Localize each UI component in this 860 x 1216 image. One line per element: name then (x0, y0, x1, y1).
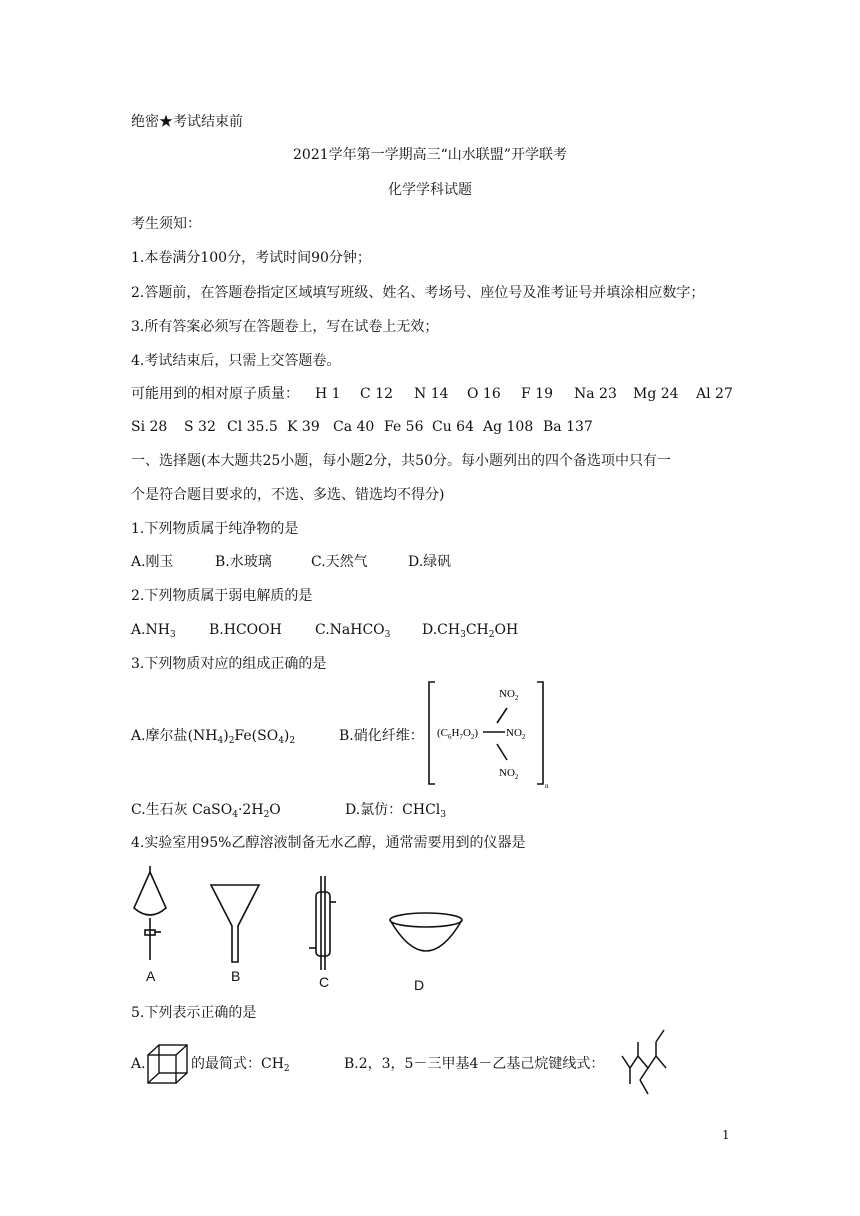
atomic-mass: K 39 (287, 419, 320, 435)
q3-option-a-label: A.摩尔盐 (131, 728, 188, 744)
atomic-mass: Cu 64 (432, 419, 474, 435)
question-3-stem: 3.下列物质对应的组成正确的是 (131, 656, 327, 672)
q2-option-c: C.NaHCO$_3$ (315, 622, 391, 640)
atomic-mass: Na 23 (574, 386, 617, 402)
exam-subtitle: 化学学科试题 (388, 182, 472, 198)
exam-title: 2021学年第一学期高三“山水联盟”开学联考 (293, 147, 567, 163)
apparatus-label-a: A (146, 968, 156, 984)
notice-item: 1.本卷满分100分，考试时间90分钟； (131, 250, 371, 266)
atomic-mass: N 14 (414, 386, 449, 402)
confidential-label: 绝密★考试结束前 (131, 114, 243, 130)
svg-text:NO2: $NO_2$ (499, 688, 519, 702)
question-2-stem: 2.下列物质属于弱电解质的是 (131, 588, 313, 604)
atomic-mass: F 19 (521, 386, 553, 402)
q3-option-c-label: C.生石灰 CaSO (131, 802, 233, 818)
atomic-mass: Ba 137 (543, 419, 593, 435)
q3-option-d: D.氯仿：CHCl$_3$ (345, 802, 447, 820)
apparatus-label-d: D (414, 977, 425, 993)
q3-option-d-label: D.氯仿：CHCl (345, 802, 441, 818)
evaporating-dish-icon (386, 908, 466, 954)
q2-option-b: B.HCOOH (209, 622, 282, 638)
atomic-mass: Ag 108 (483, 419, 534, 435)
question-1-stem: 1.下列物质属于纯净物的是 (131, 521, 299, 537)
q1-option-b: B.水玻璃 (215, 554, 272, 570)
separatory-funnel-icon (130, 864, 174, 968)
funnel-icon (208, 882, 262, 966)
svg-text:NO2: $NO_2$ (506, 727, 526, 741)
atomic-mass: Mg 24 (633, 386, 679, 402)
skeletal-formula-icon (620, 1022, 672, 1098)
nitro-subscript-n: n (545, 782, 549, 790)
notice-item: 3.所有答案必须写在答题卷上，写在试卷上无效； (131, 319, 439, 335)
question-5-stem: 5.下列表示正确的是 (131, 1005, 257, 1021)
atomic-mass-label: 可能用到的相对原子质量： (131, 386, 299, 402)
nitro-group-bottom: NO (499, 767, 515, 779)
page-number: 1 (722, 1128, 730, 1142)
apparatus-label-c: C (319, 974, 330, 990)
cube-structure-icon (145, 1042, 191, 1086)
q5-option-b: B.2，3，5－三甲基4－乙基己烷键线式： (344, 1056, 605, 1072)
atomic-mass: H 1 (315, 386, 341, 402)
q5-option-a: 的最简式：$CH_2$ (191, 1056, 290, 1074)
nitro-group-top: NO (499, 688, 515, 700)
q3-option-b-label: B.硝化纤维： (339, 728, 424, 744)
q1-option-d: D.绿矾 (408, 554, 452, 570)
atomic-mass: Fe 56 (384, 419, 424, 435)
notice-item: 4.考试结束后，只需上交答题卷。 (131, 353, 341, 369)
svg-text:(C6H7O2): $(C_6H_7O_2)$ (437, 727, 479, 741)
question-4-stem: 4.实验室用95%乙醇溶液制备无水乙醇，通常需要用到的仪器是 (131, 835, 526, 851)
q3-option-c: C.生石灰 $CaSO_4\cdot 2H_2O$ (131, 802, 281, 820)
condenser-icon (304, 874, 340, 974)
atomic-mass: C 12 (360, 386, 393, 402)
q3-option-a: A.摩尔盐$(NH_4)_2Fe(SO_4)_2$ (131, 728, 296, 746)
notice-heading: 考生须知： (131, 216, 201, 232)
q5-option-a-text: 的最简式：CH (191, 1056, 284, 1072)
atomic-mass: O 16 (467, 386, 501, 402)
nitrocellulose-structure (425, 678, 555, 790)
section-heading-cont: 个是符合题目要求的，不选、多选、错选均不得分) (131, 487, 445, 503)
q3-option-c-dot: ·2H (237, 802, 264, 818)
nitro-group-mid: NO (506, 727, 522, 739)
q5-option-a-prefix: A. (131, 1056, 146, 1072)
atomic-mass: Si 28 (131, 419, 168, 435)
atomic-mass: Al 27 (696, 386, 733, 402)
atomic-mass: Ca 40 (333, 419, 375, 435)
q1-option-c: C.天然气 (311, 554, 368, 570)
q2-option-a: $A.NH_3$ (131, 622, 176, 640)
section-heading: 一、选择题(本大题共25小题，每小题2分，共50分。每小题列出的四个备选项中只有一 (131, 453, 671, 469)
atomic-mass: Cl 35.5 (227, 419, 278, 435)
svg-text:NO2: $NO_2$ (499, 767, 519, 781)
atomic-mass: S 32 (184, 419, 216, 435)
notice-item: 2.答题前，在答题卷指定区域填写班级、姓名、考场号、座位号及准考证号并填涂相应数字； (131, 285, 705, 301)
apparatus-label-b: B (231, 968, 241, 984)
nitro-core: (C (437, 727, 448, 739)
q2-option-d: $D.CH_3CH_2OH$ (422, 622, 519, 640)
q1-option-a: A.刚玉 (131, 554, 174, 570)
